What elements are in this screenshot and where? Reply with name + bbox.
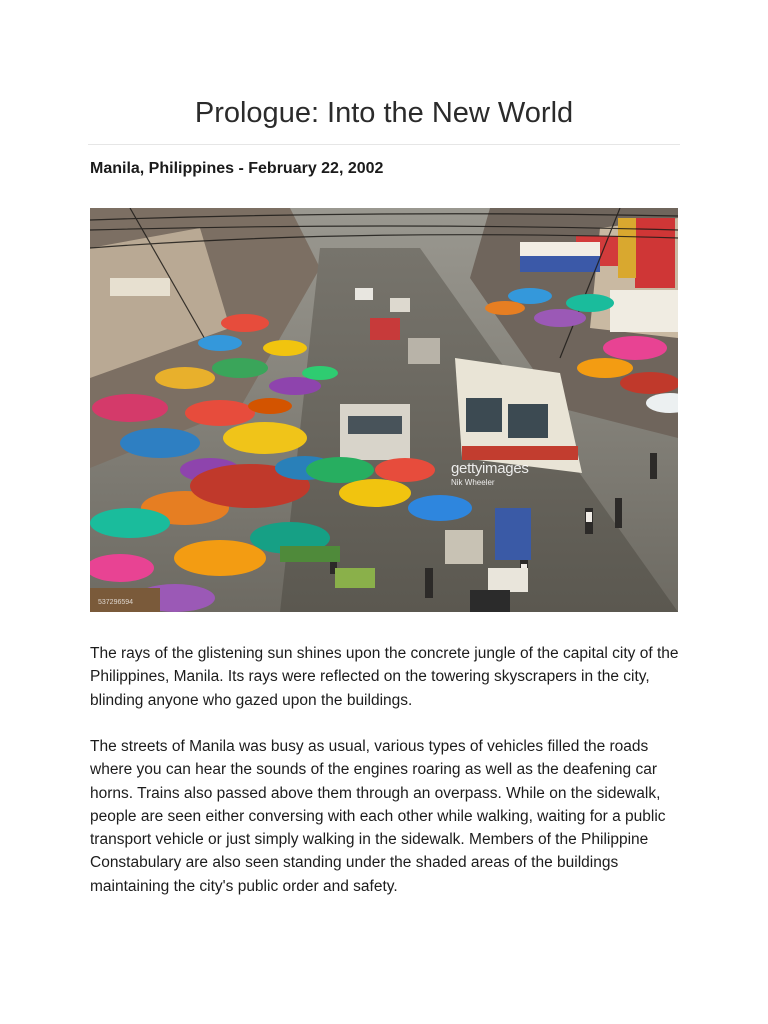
photo-credit: Nik Wheeler — [451, 478, 495, 487]
manila-street-photo — [90, 208, 678, 612]
chapter-title: Prologue: Into the New World — [194, 97, 574, 129]
getty-watermark — [451, 460, 529, 487]
paragraph-1: The rays of the glistening sun shines upon the concrete jungle of the capital city of the Philippines, Manila. Its rays were reflected on the towering skyscrapers in the city, blinding anyone who gazed upon the buildings. — [90, 645, 679, 709]
dateline: Manila, Philippines - February 22, 2002 — [90, 160, 384, 177]
photo-id: 537296594 — [98, 599, 134, 606]
title-divider — [88, 144, 680, 145]
street-scene-illustration — [90, 208, 678, 612]
paragraph-2: The streets of Manila was busy as usual, various types of vehicles filled the roads where you can hear the sounds of the engines roaring as well as the deafening car horns. Trains also passed above them through an overpass. While on the sidewalk, people are seen either conversing with each other while walking, waiting for a public transport vehicle or just simply walking in the sidewalk. Members of the Philippine Constabulary are also seen standing under the shaded areas of the buildings maintaining the city's public order and safety. — [90, 738, 666, 895]
getty-brand-text: gettyimages — [451, 460, 529, 477]
